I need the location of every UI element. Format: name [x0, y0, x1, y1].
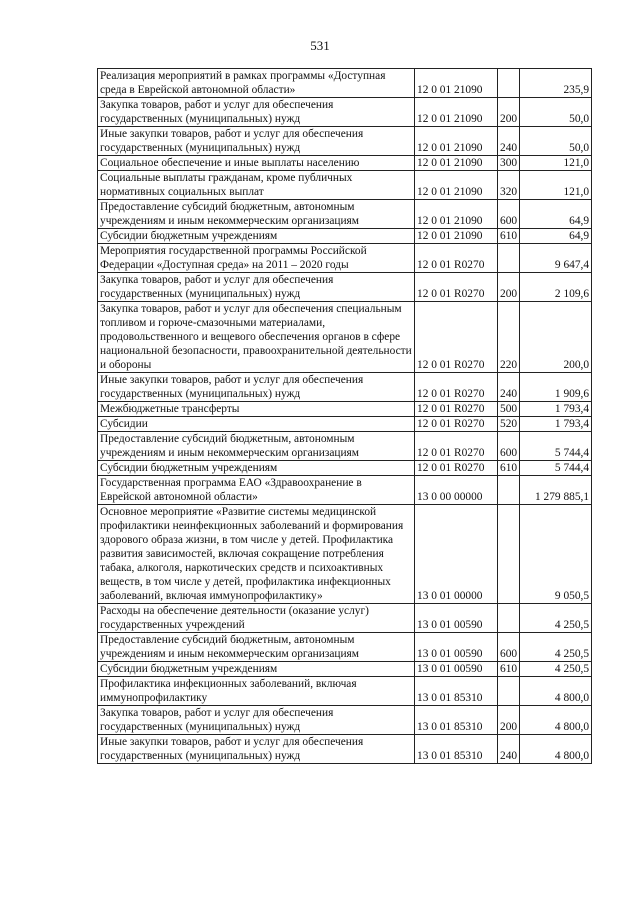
row-name: Иные закупки товаров, работ и услуг для обеспечения государственных (муниципальных) нужд — [98, 127, 415, 156]
row-amount: 200,0 — [520, 302, 592, 373]
row-expense-type: 500 — [498, 402, 520, 417]
table-row — [98, 706, 592, 735]
table-row — [98, 432, 592, 461]
row-code: 13 0 01 00000 — [415, 505, 498, 604]
budget-table — [97, 68, 592, 764]
row-code: 12 0 01 R0270 — [415, 373, 498, 402]
row-name: Закупка товаров, работ и услуг для обеспечения государственных (муниципальных) нужд — [98, 98, 415, 127]
row-amount: 64,9 — [520, 200, 592, 229]
row-amount: 5 744,4 — [520, 432, 592, 461]
row-expense-type: 520 — [498, 417, 520, 432]
table-row — [98, 273, 592, 302]
row-code: 12 0 01 21090 — [415, 69, 498, 98]
table-row — [98, 677, 592, 706]
row-amount: 4 800,0 — [520, 677, 592, 706]
row-code: 13 0 01 00590 — [415, 633, 498, 662]
row-name: Предоставление субсидий бюджетным, автономным учреждениям и иным некоммерческим организациям — [98, 200, 415, 229]
row-name: Иные закупки товаров, работ и услуг для обеспечения государственных (муниципальных) нужд — [98, 373, 415, 402]
table-row — [98, 171, 592, 200]
row-expense-type: 610 — [498, 229, 520, 244]
row-expense-type — [498, 69, 520, 98]
row-amount: 1 793,4 — [520, 417, 592, 432]
table-row — [98, 461, 592, 476]
row-name: Межбюджетные трансферты — [98, 402, 415, 417]
row-expense-type: 200 — [498, 273, 520, 302]
row-expense-type: 240 — [498, 373, 520, 402]
table-row — [98, 417, 592, 432]
row-name: Закупка товаров, работ и услуг для обеспечения государственных (муниципальных) нужд — [98, 706, 415, 735]
row-amount: 50,0 — [520, 98, 592, 127]
row-amount: 1 279 885,1 — [520, 476, 592, 505]
row-code: 13 0 01 85310 — [415, 706, 498, 735]
row-name: Основное мероприятие «Развитие системы медицинской профилактики неинфекционных заболеваний и формирования здорового образа жизни, в том числе у детей. Профилактика развития зависимостей, включая сокращение потребления табака, алкоголя, наркотических средств и психоактивных веществ, в том числе у детей, профилактика инфекционных заболеваний, включая иммунопрофилактику» — [98, 505, 415, 604]
row-name: Субсидии бюджетным учреждениям — [98, 461, 415, 476]
table-row — [98, 633, 592, 662]
row-code: 12 0 01 21090 — [415, 171, 498, 200]
row-code: 13 0 00 00000 — [415, 476, 498, 505]
row-amount: 9 647,4 — [520, 244, 592, 273]
row-expense-type — [498, 244, 520, 273]
row-expense-type — [498, 476, 520, 505]
table-row — [98, 476, 592, 505]
row-amount: 4 250,5 — [520, 604, 592, 633]
row-name: Государственная программа ЕАО «Здравоохранение в Еврейской автономной области» — [98, 476, 415, 505]
table-row — [98, 662, 592, 677]
row-expense-type: 610 — [498, 461, 520, 476]
row-amount: 9 050,5 — [520, 505, 592, 604]
row-code: 12 0 01 R0270 — [415, 417, 498, 432]
row-expense-type: 600 — [498, 633, 520, 662]
row-code: 13 0 01 85310 — [415, 735, 498, 764]
row-name: Социальное обеспечение и иные выплаты населению — [98, 156, 415, 171]
row-amount: 121,0 — [520, 156, 592, 171]
row-name: Субсидии бюджетным учреждениям — [98, 662, 415, 677]
row-amount: 2 109,6 — [520, 273, 592, 302]
table-row — [98, 156, 592, 171]
row-amount: 64,9 — [520, 229, 592, 244]
table-row — [98, 229, 592, 244]
table-row — [98, 402, 592, 417]
row-name: Закупка товаров, работ и услуг для обеспечения государственных (муниципальных) нужд — [98, 273, 415, 302]
row-expense-type: 240 — [498, 127, 520, 156]
row-code: 13 0 01 85310 — [415, 677, 498, 706]
row-expense-type: 240 — [498, 735, 520, 764]
table-row — [98, 98, 592, 127]
table-row — [98, 302, 592, 373]
row-code: 12 0 01 R0270 — [415, 432, 498, 461]
row-name: Мероприятия государственной программы Российской Федерации «Доступная среда» на 2011 – 2020 годы — [98, 244, 415, 273]
row-name: Социальные выплаты гражданам, кроме публичных нормативных социальных выплат — [98, 171, 415, 200]
table-row — [98, 735, 592, 764]
page-number: 531 — [310, 38, 330, 53]
row-amount: 4 800,0 — [520, 706, 592, 735]
row-amount: 121,0 — [520, 171, 592, 200]
row-code: 12 0 01 R0270 — [415, 302, 498, 373]
row-expense-type: 200 — [498, 98, 520, 127]
row-expense-type: 320 — [498, 171, 520, 200]
table-row — [98, 69, 592, 98]
row-name: Иные закупки товаров, работ и услуг для обеспечения государственных (муниципальных) нужд — [98, 735, 415, 764]
row-amount: 50,0 — [520, 127, 592, 156]
row-expense-type — [498, 677, 520, 706]
table-row — [98, 127, 592, 156]
row-expense-type: 200 — [498, 706, 520, 735]
row-expense-type: 300 — [498, 156, 520, 171]
row-code: 12 0 01 R0270 — [415, 461, 498, 476]
row-code: 12 0 01 R0270 — [415, 244, 498, 273]
table-row — [98, 200, 592, 229]
table-row — [98, 604, 592, 633]
row-name: Профилактика инфекционных заболеваний, включая иммунопрофилактику — [98, 677, 415, 706]
row-amount: 4 250,5 — [520, 662, 592, 677]
row-amount: 4 800,0 — [520, 735, 592, 764]
row-code: 12 0 01 21090 — [415, 98, 498, 127]
row-expense-type — [498, 505, 520, 604]
row-name: Расходы на обеспечение деятельности (оказание услуг) государственных учреждений — [98, 604, 415, 633]
row-expense-type: 220 — [498, 302, 520, 373]
row-code: 12 0 01 R0270 — [415, 402, 498, 417]
row-amount: 235,9 — [520, 69, 592, 98]
row-expense-type: 600 — [498, 432, 520, 461]
row-code: 12 0 01 21090 — [415, 229, 498, 244]
row-name: Реализация мероприятий в рамках программы «Доступная среда в Еврейской автономной области» — [98, 69, 415, 98]
row-name: Субсидии бюджетным учреждениям — [98, 229, 415, 244]
row-code: 12 0 01 21090 — [415, 200, 498, 229]
row-amount: 1 909,6 — [520, 373, 592, 402]
row-code: 12 0 01 21090 — [415, 156, 498, 171]
table-row — [98, 505, 592, 604]
row-code: 13 0 01 00590 — [415, 662, 498, 677]
row-name: Субсидии — [98, 417, 415, 432]
row-expense-type — [498, 604, 520, 633]
row-name: Предоставление субсидий бюджетным, автономным учреждениям и иным некоммерческим организациям — [98, 432, 415, 461]
row-amount: 5 744,4 — [520, 461, 592, 476]
row-amount: 4 250,5 — [520, 633, 592, 662]
row-name: Предоставление субсидий бюджетным, автономным учреждениям и иным некоммерческим организациям — [98, 633, 415, 662]
row-expense-type: 610 — [498, 662, 520, 677]
row-name: Закупка товаров, работ и услуг для обеспечения специальным топливом и горюче-смазочными материалами, продовольственного и вещевого обеспечения органов в сфере национальной безопасности, правоохранительной деятельности и обороны — [98, 302, 415, 373]
row-code: 13 0 01 00590 — [415, 604, 498, 633]
table-row — [98, 244, 592, 273]
row-amount: 1 793,4 — [520, 402, 592, 417]
row-code: 12 0 01 21090 — [415, 127, 498, 156]
table-row — [98, 373, 592, 402]
row-code: 12 0 01 R0270 — [415, 273, 498, 302]
row-expense-type: 600 — [498, 200, 520, 229]
